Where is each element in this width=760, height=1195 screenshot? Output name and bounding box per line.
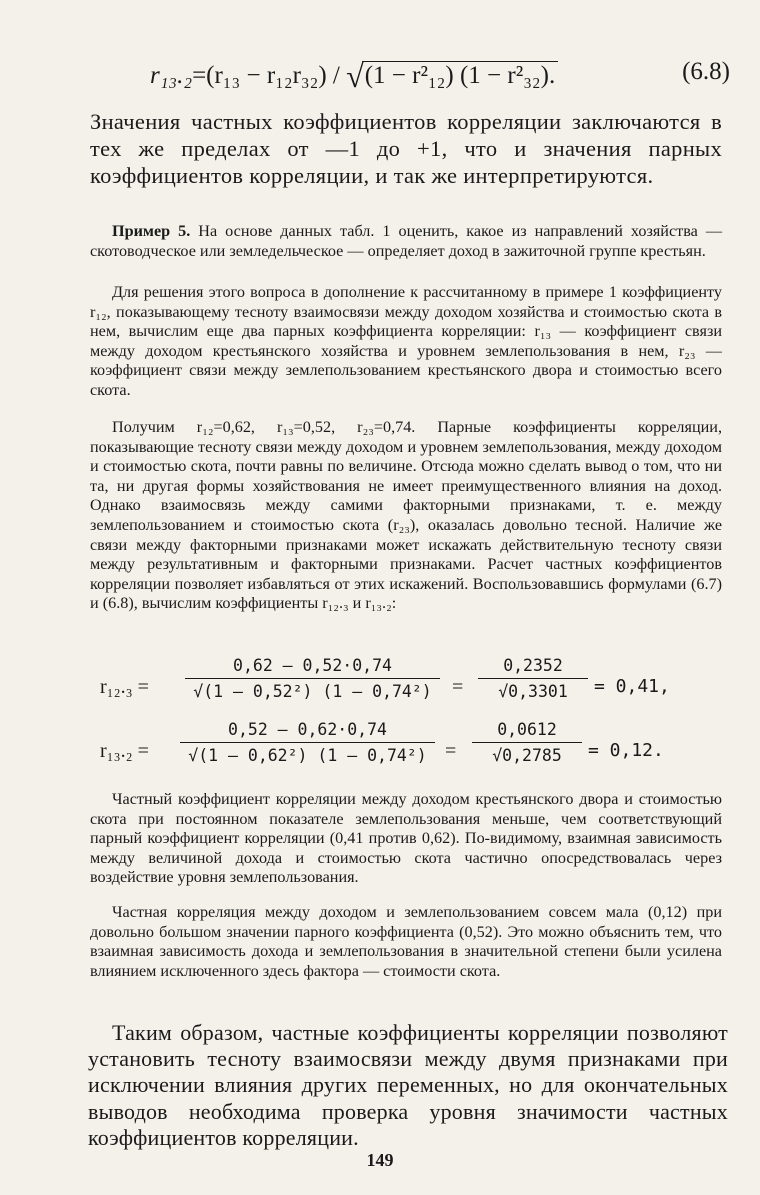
calc-r12-3-fraction-1	[185, 656, 440, 701]
example-text: На основе данных табл. 1 оценить, какое из направлений хозяйства — скотоводческое или земледельческое — определяет доход в зажиточной группе крестьян.	[90, 222, 723, 260]
equation-lhs: r₁₃.₂	[150, 62, 193, 89]
example-label: Пример 5.	[112, 222, 191, 240]
equation-number: (6.8)	[682, 58, 730, 85]
equation-radicand: (1 − r²₁₂) (1 − r²₃₂).	[362, 61, 559, 90]
equation-6-8-formula	[150, 58, 558, 95]
equals-sign: =	[452, 676, 464, 698]
calc-r13-2-fraction-2	[472, 720, 582, 765]
fraction-denominator: √0,3301	[498, 682, 568, 701]
partial-paragraph-2: Частная корреляция между доходом и землепользованием совсем мала (0,12) при довольно большом значении парного коэффициента (0,52). Это можно объяснить тем, что взаимная зависимость дохода и землепользования в значительной степени были усилена влиянием исключенного здесь фактора — стоимости скота.	[90, 903, 722, 980]
calc-r12-3	[100, 656, 720, 718]
calc-r13-2	[100, 720, 720, 782]
fraction-denominator: √0,2785	[492, 746, 562, 765]
results-paragraph: Получим r₁₂=0,62, r₁₃=0,52, r₂₃=0,74. Парные коэффициенты корреляции, показывающие тесноту связи между доходом и уровнем землепользования, между доходом и стоимостью скота, почти равны по величине. Отсюда можно сделать вывод о том, что ни та, ни другая формы хозяйствования не имеет преимущественного влияния на доход. Однако взаимосвязь между самими факторными признаками, т. е. между землепользованием и стоимостью скота (r₂₃), оказалась довольно тесной. Наличие же связи между факторными признаками может искажать действительную тесноту связи между результативным и факторными признаками. Расчет частных коэффициентов корреляции позволяет избавляться от этих искажений. Воспользовавшись формулами (6.7) и (6.8), вычислим коэффициенты r₁₂.₃ и r₁₃.₂:	[90, 418, 722, 613]
fraction-numerator: 0,0612	[472, 720, 582, 743]
fraction-numerator: 0,52 — 0,62·0,74	[180, 720, 435, 743]
intro-paragraph: Значения частных коэффициентов корреляции заключаются в тех же пределах от —1 до +1, что и значения парных коэффициентов корреляции, и так же интерпретируются.	[90, 109, 722, 188]
fraction-denominator: √(1 — 0,52²) (1 — 0,74²)	[193, 682, 432, 701]
calc-r12-3-result: = 0,41,	[594, 676, 670, 697]
radical-sign-icon: √	[346, 58, 364, 94]
solution-paragraph: Для решения этого вопроса в дополнение к рассчитанному в примере 1 коэффициенту r₁₂, показывающему тесноту взаимосвязи между доходом хозяйства и стоимостью скота в нем, вычислим еще два парных коэффициента корреляции: r₁₃ — коэффициент связи между доходом крестьянского хозяйства и уровнем землепользования в нем, r₂₃ — коэффициент связи между землепользованием крестьянского двора и стоимостью всего скота.	[90, 283, 722, 399]
equals-sign: =	[445, 740, 457, 762]
equation-body: =(r₁₃ − r₁₂r₃₂) /	[192, 62, 347, 89]
calc-r12-3-fraction-2	[478, 656, 588, 701]
example-paragraph	[90, 222, 722, 261]
calc-r13-2-result: = 0,12.	[588, 740, 664, 761]
page-number: 149	[366, 1150, 394, 1170]
partial-paragraph-1: Частный коэффициент корреляции между доходом крестьянского двора и стоимостью скота при постоянном показателе землепользования меньше, чем соответствующий парный коэффициент корреляции (0,41 против 0,62). По-видимому, взаимная зависимость между величиной дохода и стоимостью скота частично опосредствовалась через воздействие уровня землепользования.	[90, 790, 722, 887]
calc-r13-2-lhs: r₁₃.₂ =	[100, 740, 149, 762]
conclusion-paragraph: Таким образом, частные коэффициенты корреляции позволяют установить тесноту взаимосвязи между двумя признаками при исключении влияния других переменных, но для окончательных выводов необходима проверка уровня значимости частных коэффициентов корреляции.	[88, 1020, 728, 1150]
fraction-denominator: √(1 — 0,62²) (1 — 0,74²)	[188, 746, 427, 765]
calc-r12-3-lhs: r₁₂.₃ =	[100, 676, 149, 698]
fraction-numerator: 0,2352	[478, 656, 588, 679]
fraction-numerator: 0,62 — 0,52·0,74	[185, 656, 440, 679]
equation-6-8	[150, 52, 730, 102]
calc-r13-2-fraction-1	[180, 720, 435, 765]
